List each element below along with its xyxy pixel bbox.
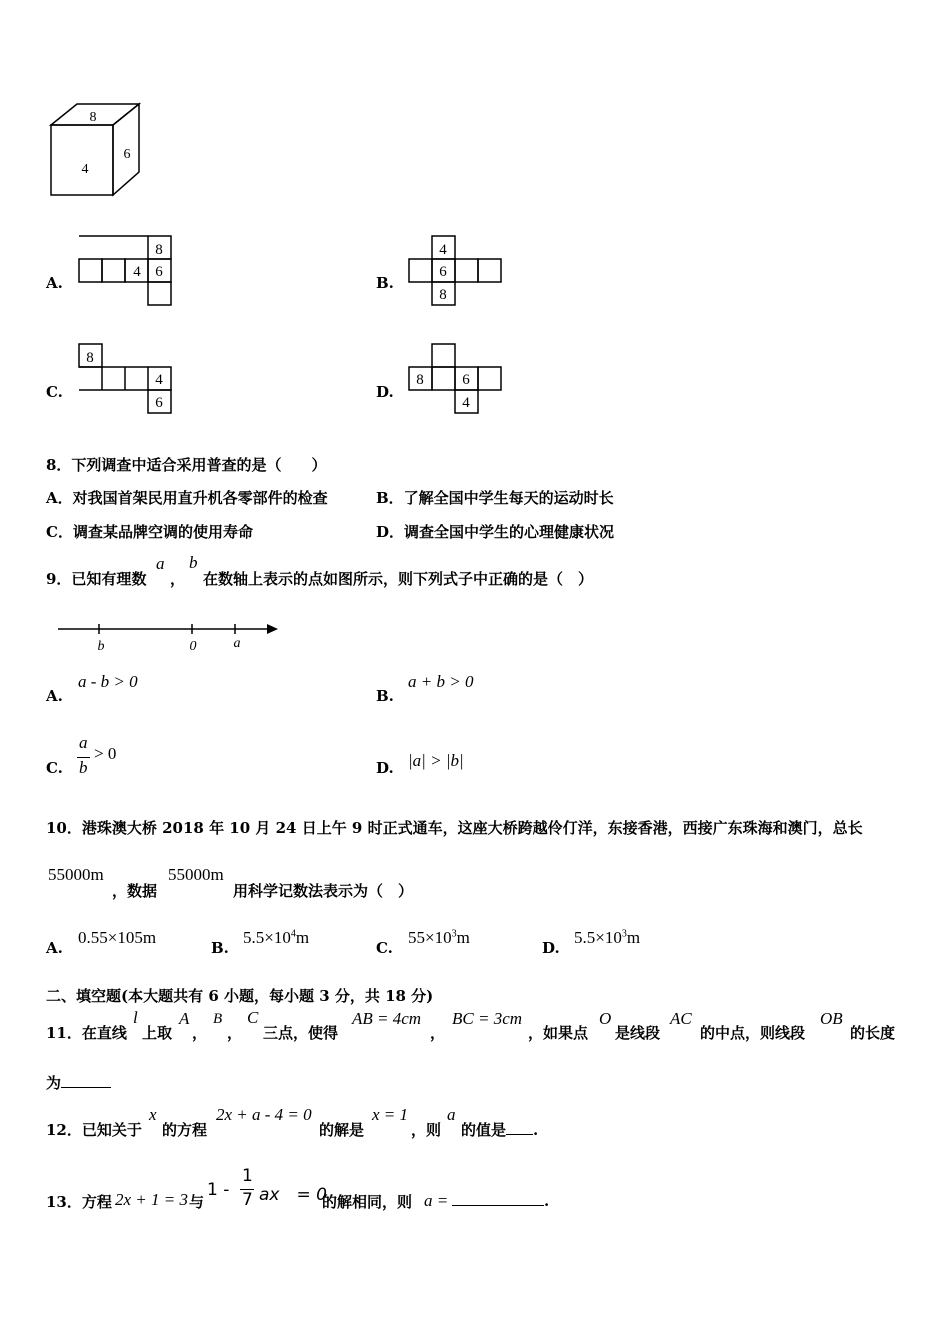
net-a-left: 4: [133, 264, 141, 280]
q8-option-d: D．调查全国中学生的心理健康状况: [376, 523, 615, 541]
q11-t1: 11．在直线: [46, 1024, 127, 1042]
option-label-d: D.: [376, 383, 394, 401]
q10-mid: ，数据: [112, 882, 158, 900]
q11-line2-text: 为: [46, 1074, 62, 1092]
net-b-mid: 6: [439, 264, 447, 280]
q11-t7: 的长度: [850, 1024, 896, 1042]
q13-answer-blank[interactable]: [452, 1191, 544, 1206]
q9-option-c-num: a: [79, 733, 88, 752]
net-d-left: 8: [416, 372, 424, 388]
q10-option-label-c: C.: [376, 939, 393, 957]
q12-a: a: [447, 1105, 456, 1124]
axis-label-a: a: [233, 636, 241, 651]
q12-sol: x = 1: [372, 1105, 409, 1124]
q10-option-label-b: B.: [211, 939, 229, 957]
number-line: [56, 618, 284, 656]
q12-end: .: [533, 1121, 539, 1139]
q13-eq2-num: 1: [242, 1166, 253, 1186]
q10-option-b-unit: m: [295, 928, 310, 947]
q10-option-b: [243, 928, 309, 948]
q11-O: O: [599, 1009, 612, 1028]
net-d-mid: 6: [462, 372, 470, 388]
net-c-top: 8: [86, 350, 94, 366]
q10-option-c-unit: m: [456, 928, 470, 947]
q13-avar: a =: [424, 1191, 449, 1210]
q11-c3: ，: [430, 1024, 446, 1042]
q9-prefix: 9．已知有理数: [46, 570, 147, 588]
q10-length1: 55000m: [48, 865, 104, 884]
cube-front-number: 4: [81, 162, 89, 177]
net-a-top: 8: [155, 242, 163, 258]
net-d: [408, 342, 508, 416]
q10-option-b-exp: 4: [290, 928, 296, 940]
q10-option-label-d: D.: [542, 939, 560, 957]
q10-option-d: [574, 928, 640, 948]
q9-var-a: a: [156, 554, 165, 573]
q12-answer-blank[interactable]: [506, 1120, 533, 1135]
q10-option-d-unit: m: [626, 928, 641, 947]
q9-option-c-den: b: [79, 758, 88, 777]
q13-eq2-post: ax = 0: [259, 1185, 327, 1205]
q9-option-label-d: D.: [376, 759, 394, 777]
q11-c1: ，: [192, 1024, 208, 1042]
q9-option-b: a + b > 0: [408, 672, 474, 691]
net-c-mid: 4: [155, 372, 163, 388]
q11-AC: AC: [670, 1009, 692, 1028]
q9-option-c-rest: > 0: [94, 744, 117, 763]
q9-comma: ，: [170, 570, 186, 588]
q12-t3: 的解是: [319, 1121, 365, 1139]
q9-var-b: b: [189, 553, 198, 572]
q8-option-c: C．调查某品牌空调的使用寿命: [46, 523, 253, 541]
q10-option-c-exp: 3: [451, 928, 457, 940]
q11-answer-blank[interactable]: [61, 1073, 111, 1088]
axis-label-0: 0: [189, 639, 197, 654]
q9-option-label-a: A.: [46, 687, 63, 705]
q10-option-c: [408, 928, 470, 948]
q12-t1: 12．已知关于: [46, 1121, 142, 1139]
net-c-bottom: 6: [155, 395, 163, 411]
net-b-top: 4: [439, 242, 447, 258]
q13-end: .: [544, 1192, 550, 1210]
q10-option-d-base: 5.5×10: [574, 928, 622, 947]
q12-x: x: [149, 1105, 157, 1124]
q11-t5: 是线段: [615, 1024, 661, 1042]
q10-line1: 10．港珠澳大桥 2018 年 10 月 24 日上午 9 时正式通车，这座大桥跨越伶仃洋，东接香港，西接广东珠海和澳门，总长: [46, 819, 863, 837]
q12-t2: 的方程: [162, 1121, 208, 1139]
q11-t6: 的中点，则线段: [700, 1024, 806, 1042]
q13-t2: 与: [189, 1193, 205, 1211]
q11-t3: 三点，使得: [263, 1024, 339, 1042]
q10-option-b-base: 5.5×10: [243, 928, 291, 947]
q8-option-b: B．了解全国中学生每天的运动时长: [376, 489, 614, 507]
q12-t5-text: 的值是: [461, 1121, 507, 1139]
section-2-heading: 二、填空题(本大题共有 6 小题，每小题 3 分，共 18 分): [46, 987, 434, 1005]
q10-suffix: 用科学记数法表示为（ ）: [233, 882, 414, 900]
q11-A: A: [179, 1009, 190, 1028]
q11-c2: ，: [227, 1024, 243, 1042]
q11-OB: OB: [820, 1009, 843, 1028]
q13-eq1: 2x + 1 = 3: [115, 1190, 188, 1209]
q12-eq: 2x + a - 4 = 0: [216, 1105, 312, 1124]
option-label-c: C.: [46, 383, 63, 401]
q12-t5: [461, 1119, 538, 1140]
q10-option-d-exp: 3: [621, 928, 627, 940]
cube-figure: [45, 100, 145, 200]
net-c: [78, 342, 178, 416]
axis-label-b: b: [97, 639, 105, 654]
net-b-bottom: 8: [439, 287, 447, 303]
q10-option-c-base: 55×10: [408, 928, 452, 947]
q13-eq2-den: 7: [242, 1190, 253, 1210]
q11-l: l: [133, 1008, 138, 1027]
q11-B: B: [213, 1011, 223, 1027]
q9-option-d: |a| > |b|: [408, 751, 464, 770]
q13-answer: [452, 1191, 549, 1210]
q11-ab: AB = 4cm: [352, 1009, 422, 1028]
q12-t4: ，则: [411, 1121, 442, 1139]
q8-option-a: A．对我国首架民用直升机各零部件的检查: [46, 489, 328, 507]
net-b: [408, 234, 508, 308]
net-d-bottom: 4: [462, 395, 470, 411]
q13-eq2-pre: 1 -: [207, 1180, 230, 1200]
option-label-b: B.: [376, 274, 394, 292]
q13-t1: 13．方程: [46, 1193, 112, 1211]
q9-suffix: 在数轴上表示的点如图所示，则下列式子中正确的是（ ）: [203, 570, 594, 588]
q13-t3: 的解相同，则: [322, 1193, 413, 1211]
q11-C: C: [247, 1008, 259, 1027]
q10-option-a: 0.55×105m: [78, 928, 157, 947]
q11-bc: BC = 3cm: [452, 1009, 523, 1028]
q11-line2: [46, 1072, 111, 1093]
q9-option-label-c: C.: [46, 759, 63, 777]
option-label-a: A.: [46, 274, 63, 292]
net-a-mid: 6: [155, 264, 163, 280]
net-a: [78, 234, 178, 308]
q10-option-label-a: A.: [46, 939, 63, 957]
q11-t2: 上取: [142, 1024, 173, 1042]
q9-option-a: a - b > 0: [78, 672, 138, 691]
q8-stem: 8．下列调查中适合采用普查的是（ ）: [46, 456, 327, 474]
q9-option-label-b: B.: [376, 687, 394, 705]
cube-top-number: 8: [89, 110, 97, 125]
q10-length2: 55000m: [168, 865, 224, 884]
cube-side-number: 6: [123, 147, 131, 162]
q11-t4: ，如果点: [528, 1024, 589, 1042]
